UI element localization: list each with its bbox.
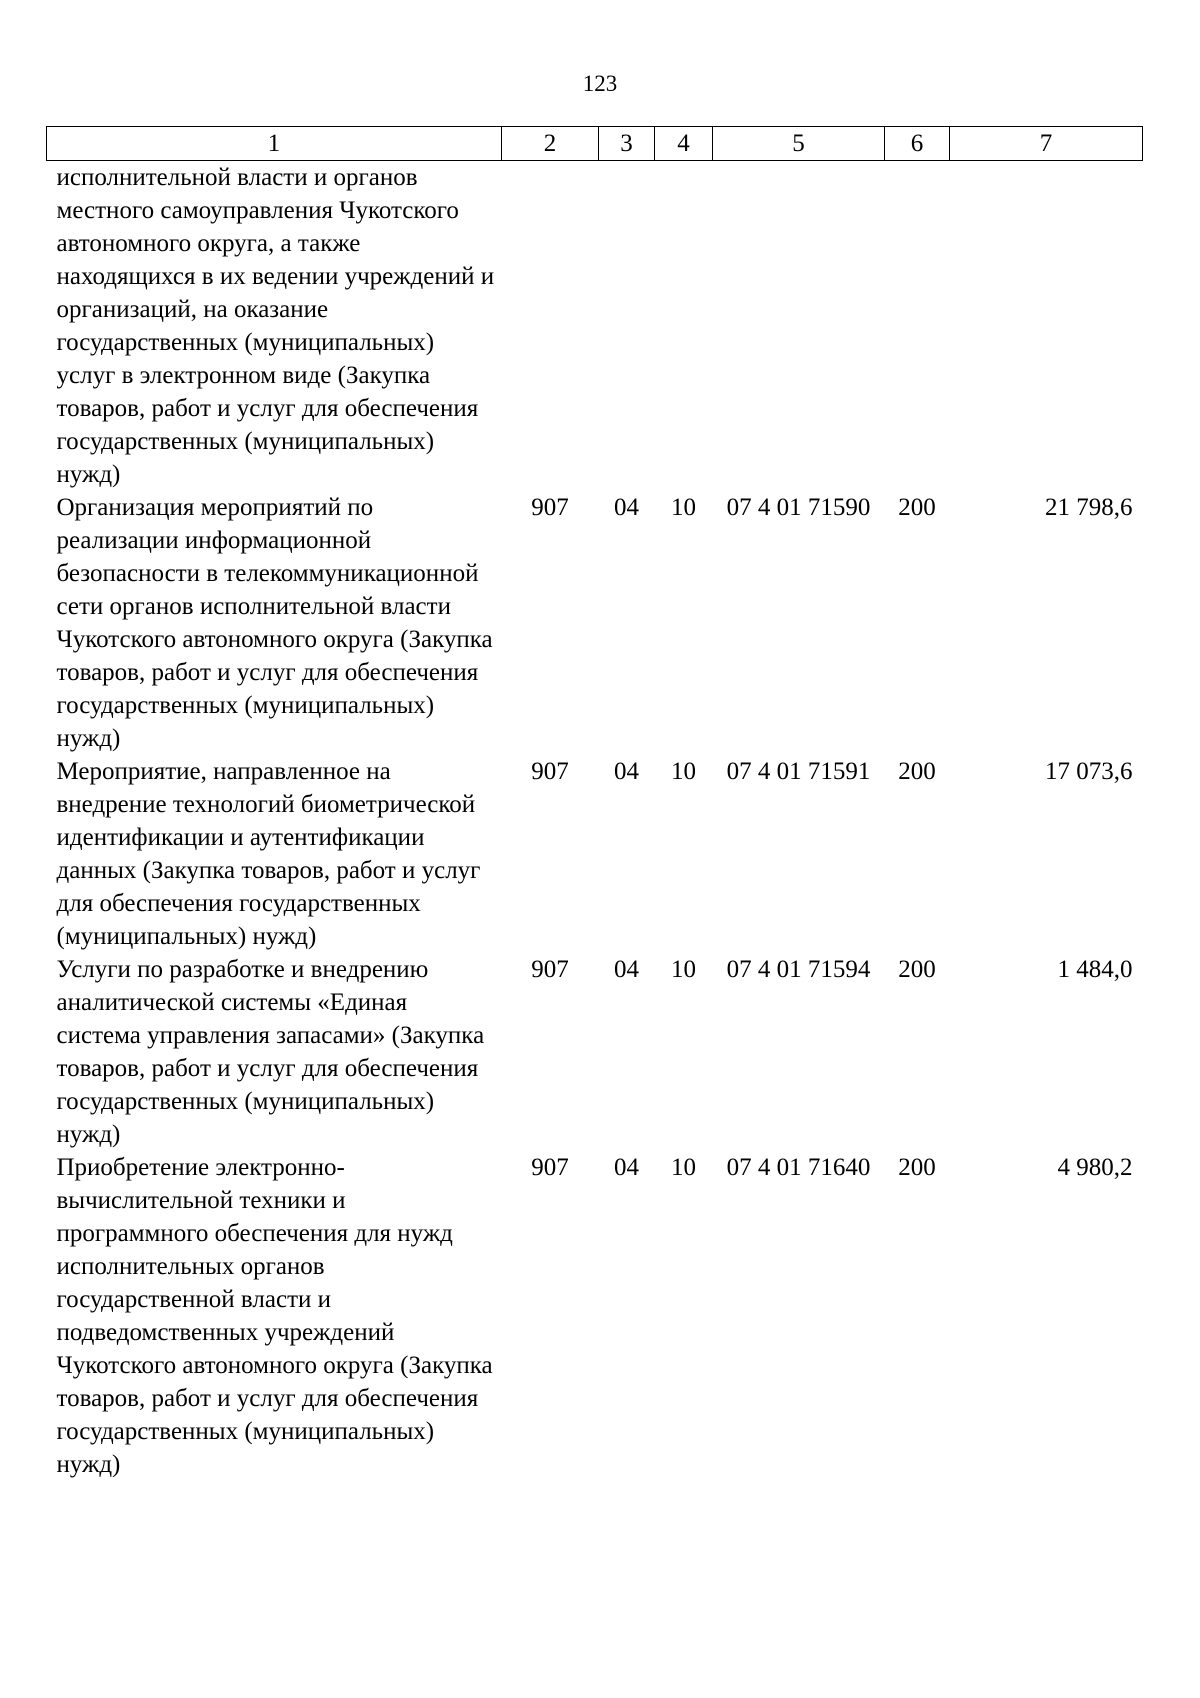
table-header: [47, 127, 1143, 161]
column-header-6: 6: [885, 127, 950, 161]
row-amount: 17 073,6: [1045, 758, 1133, 785]
row-subsection-code: [655, 161, 713, 492]
row-expense-type: 200: [898, 494, 936, 521]
budget-table: [46, 126, 1143, 1481]
column-header-4: 4: [655, 127, 713, 161]
table-row: [47, 1151, 1143, 1481]
column-header-2: 2: [502, 127, 599, 161]
row-description: Услуги по разработке и внедрению аналитической системы «Единая система управления запасами» (Закупка товаров, работ и услуг для обеспечения государственных (муниципальных) нужд): [56, 956, 485, 1148]
row-target-article: [713, 161, 885, 492]
row-description: Приобретение электронно-вычислительной техники и программного обеспечения для нужд исполнительных органов государственной власти и подведомственных учреждений Чукотского автономного округа (Закупка товаров, работ и услуг для обеспечения государственных (муниципальных) нужд): [56, 1154, 493, 1478]
header-row: [47, 127, 1143, 161]
row-ministry-code: 907: [531, 494, 569, 521]
row-section-code: [599, 161, 655, 492]
row-subsection-code: 10: [671, 758, 696, 785]
row-ministry-code: 907: [531, 758, 569, 785]
page-number: 123: [582, 71, 618, 96]
row-expense-type: 200: [898, 956, 936, 983]
row-section-code: 04: [614, 956, 639, 983]
column-header-1: 1: [47, 127, 502, 161]
row-subsection-code: 10: [671, 494, 696, 521]
row-amount: 1 484,0: [1057, 956, 1133, 983]
row-expense-type: [885, 161, 950, 492]
row-target-article: 07 4 01 71591: [726, 758, 871, 785]
row-target-article: 07 4 01 71640: [726, 1154, 871, 1181]
column-header-5: 5: [713, 127, 885, 161]
table-row: [47, 161, 1143, 492]
row-section-code: 04: [614, 758, 639, 785]
row-description: Мероприятие, направленное на внедрение технологий биометрической идентификации и аутентификации данных (Закупка товаров, работ и услуг для обеспечения государственных (муниципальных) нужд): [56, 758, 481, 950]
table-row: [47, 953, 1143, 1151]
row-ministry-code: [502, 161, 599, 492]
row-description: Организация мероприятий по реализации информационной безопасности в телекоммуникационной сети органов исполнительной власти Чукотского автономного округа (Закупка товаров, работ и услуг для обеспечения государственных (муниципальных) нужд): [56, 494, 493, 752]
row-subsection-code: 10: [671, 1154, 696, 1181]
table-row: [47, 491, 1143, 755]
row-expense-type: 200: [898, 1154, 936, 1181]
row-ministry-code: 907: [531, 956, 569, 983]
row-section-code: 04: [614, 494, 639, 521]
column-header-3: 3: [599, 127, 655, 161]
row-amount: 4 980,2: [1057, 1154, 1133, 1181]
column-header-7: 7: [950, 127, 1143, 161]
row-section-code: 04: [614, 1154, 639, 1181]
row-expense-type: 200: [898, 758, 936, 785]
row-amount: 21 798,6: [1045, 494, 1133, 521]
row-description: исполнительной власти и органов местного самоуправления Чукотского автономного округа, а также находящихся в их ведении учреждений и организаций, на оказание государственных (муниципальных) услуг в электронном виде (Закупка товаров, работ и услуг для обеспечения государственных (муниципальных) нужд): [56, 164, 495, 488]
table-row: [47, 755, 1143, 953]
row-subsection-code: 10: [671, 956, 696, 983]
row-ministry-code: 907: [531, 1154, 569, 1181]
row-target-article: 07 4 01 71594: [726, 956, 871, 983]
row-target-article: 07 4 01 71590: [726, 494, 871, 521]
table-body: [47, 161, 1143, 1482]
row-amount: [950, 161, 1143, 492]
